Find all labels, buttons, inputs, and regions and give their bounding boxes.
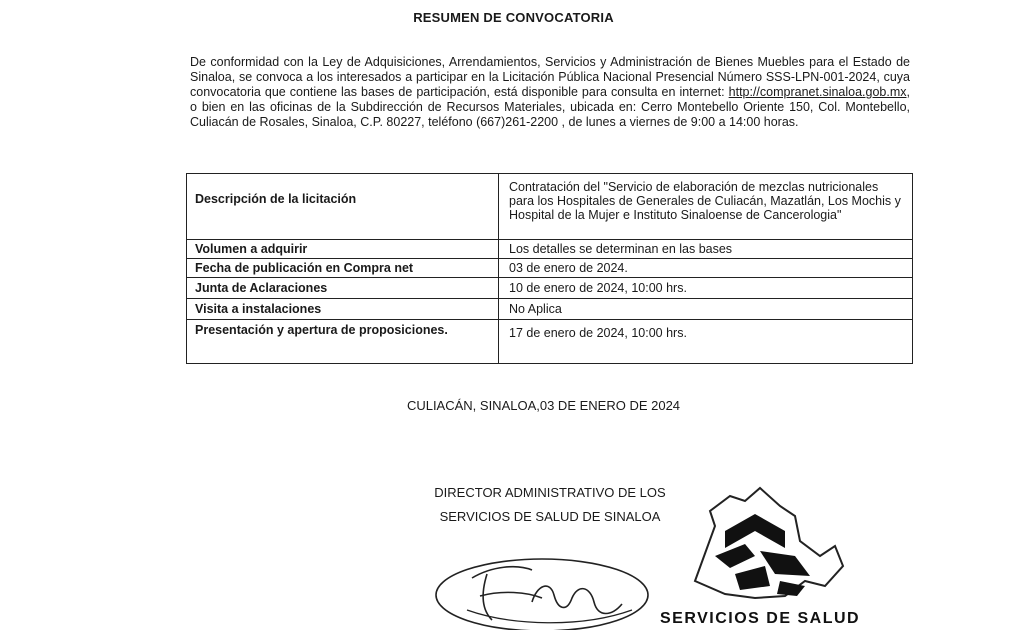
row-value: 10 de enero de 2024, 10:00 hrs. [499,278,913,299]
row-label: Junta de Aclaraciones [187,278,499,299]
table-row [187,299,913,320]
intro-paragraph [190,55,910,130]
row-label: Presentación y apertura de proposiciones. [187,320,499,364]
signatory-line-2: SERVICIOS DE SALUD DE SINALOA [439,509,661,524]
signatory-title [410,481,690,529]
servicios-de-salud-logo-icon [685,486,850,611]
row-value: 03 de enero de 2024. [499,259,913,278]
row-value: Contratación del "Servicio de elaboración de mezclas nutricionales para los Hospitales de Generales de Culiacán, Mazatlán, Los Mochis y Hospital de la Mujer e Instituto Sinaloense de Cancerologia" [499,174,913,240]
table-row [187,278,913,299]
intro-text-part1: De conformidad con la Ley de Adquisiciones, Arrendamientos, Servicios y Administración de Bienes Muebles para el Estado de Sinaloa, se convoca a los interesados a participar en la Licitación Pública Nacional Presencial Número SSS-LPN-001-2024, cuya convocatoria que contiene las bases de participación, está disponible para consulta en internet: [190,55,910,99]
document-title: RESUMEN DE CONVOCATORIA [413,10,614,25]
table-row [187,259,913,278]
logo-text: SERVICIOS DE SALUD [660,610,861,627]
row-label: Volumen a adquirir [187,240,499,259]
table-row [187,174,913,240]
table-row [187,240,913,259]
row-label: Descripción de la licitación [187,174,499,240]
row-label: Visita a instalaciones [187,299,499,320]
row-value: 17 de enero de 2024, 10:00 hrs. [499,320,913,364]
signatory-line-1: DIRECTOR ADMINISTRATIVO DE LOS [434,485,666,500]
row-value: No Aplica [499,299,913,320]
signature-icon [432,540,662,630]
row-label: Fecha de publicación en Compra net [187,259,499,278]
compranet-link[interactable]: http://compranet.sinaloa.gob.mx [728,85,907,99]
table-row [187,320,913,364]
intro-text-part2: , o bien en las oficinas de la Subdirección de Recursos Materiales, ubicada en: Cerro Montebello Oriente 150, Col. Montebello, Culiacán de Rosales, Sinaloa, C.P. 80227, teléfono (667)261-2200 , de lunes a viernes de 9:00 a 14:00 horas. [190,85,910,129]
place-date: CULIACÁN, SINALOA,03 DE ENERO DE 2024 [406,398,681,413]
summary-table [186,173,913,364]
row-value: Los detalles se determinan en las bases [499,240,913,259]
